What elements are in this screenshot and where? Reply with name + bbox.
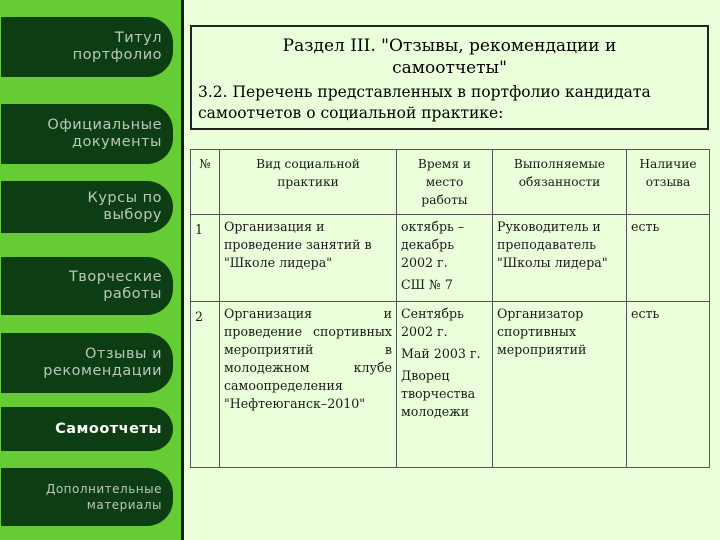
review-cell: есть [627, 215, 710, 302]
page-subtitle: 3.2. Перечень представленных в портфолио кандидата самоотчетов о социальной практике: [198, 83, 651, 122]
nav-label: Отзывы и рекомендации [43, 346, 162, 379]
duties-cell: Руководитель и преподаватель "Школы лидера" [493, 215, 627, 302]
sidebar [0, 0, 181, 540]
nav-item-additional-materials[interactable] [1, 468, 173, 526]
nav-item-reviews[interactable] [1, 333, 173, 393]
self-reports-table [190, 149, 710, 468]
practice-type-cell: Организация и проведение занятий в "Школе лидера" [220, 215, 397, 302]
time-place-cell [397, 215, 493, 302]
column-header-number: № [191, 150, 220, 215]
column-header-type: Вид социальной практики [220, 150, 397, 215]
column-header-time: Время и место работы [397, 150, 493, 215]
nav-label: Самоотчеты [55, 420, 162, 437]
nav-label: Титул портфолио [72, 30, 162, 63]
review-cell: есть [627, 302, 710, 468]
practice-type-cell: Организация и проведение спортивных мероприятий в молодежном клубе самоопределения "Нефтеюганск–2010" [220, 302, 397, 468]
duties-cell: Организатор спортивных мероприятий [493, 302, 627, 468]
place-text: СШ № 7 [401, 277, 453, 292]
nav-item-elective-courses[interactable] [1, 181, 173, 233]
column-header-duties: Выполняемые обязанности [493, 150, 627, 215]
page-title: Раздел III. "Отзывы, рекомендации и самоотчеты" [282, 36, 617, 78]
column-header-review: Наличие отзыва [627, 150, 710, 215]
nav-item-self-reports[interactable] [1, 407, 173, 451]
time-text: Сентябрь 2002 г. [401, 306, 464, 339]
table-header-row [191, 150, 710, 215]
nav-label: Творческие работы [68, 269, 162, 302]
table-row [191, 302, 710, 468]
time-text: октябрь – декабрь 2002 г. [401, 219, 465, 270]
time-text: Май 2003 г. [401, 346, 481, 361]
nav-item-title-portfolio[interactable] [1, 17, 173, 77]
nav-label: Официальные документы [47, 117, 162, 150]
nav-label: Курсы по выбору [87, 190, 162, 223]
table-row [191, 215, 710, 302]
section-header [190, 25, 709, 130]
sidebar-divider [181, 0, 184, 540]
nav-item-creative-works[interactable] [1, 257, 173, 315]
row-number: 2 [191, 302, 220, 468]
nav-item-official-documents[interactable] [1, 104, 173, 164]
time-place-cell [397, 302, 493, 468]
nav-label: Дополнительные материалы [45, 482, 162, 512]
row-number: 1 [191, 215, 220, 302]
place-text: Дворец творчества молодежи [401, 368, 476, 419]
